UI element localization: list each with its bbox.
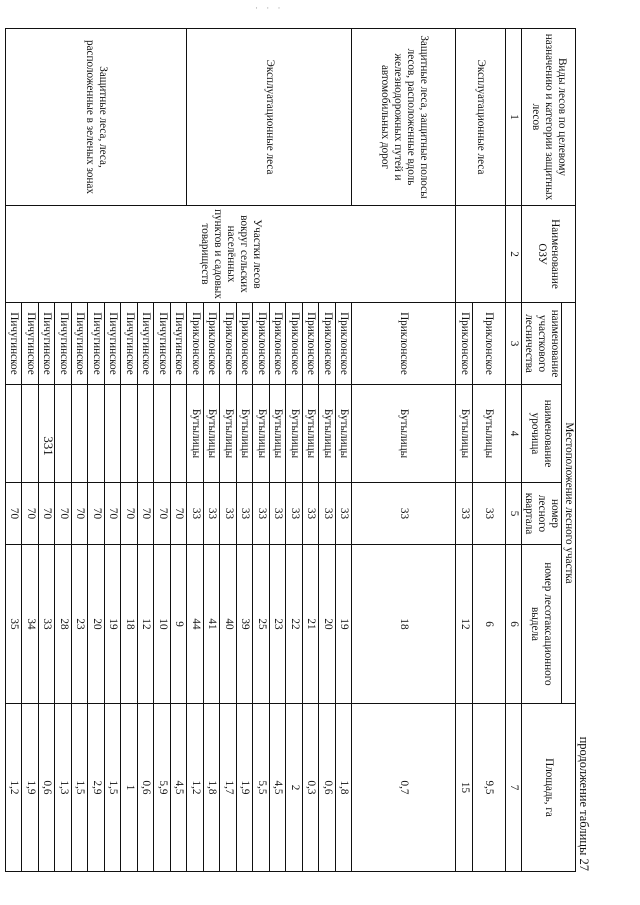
tract-cell: Бутылицы (253, 385, 270, 483)
tract-cell: Бутылицы (456, 385, 473, 483)
allotment-cell: 12 (456, 545, 473, 704)
district-cell: Приклонское (319, 303, 336, 385)
area-cell: 1,2 (6, 704, 23, 872)
allotment-cell: 41 (204, 545, 221, 704)
district-cell: Пичугинское (72, 303, 89, 385)
quarter-cell: 33 (352, 483, 456, 545)
area-cell: 15 (456, 704, 473, 872)
district-cell: Приклонское (187, 303, 204, 385)
allotment-cell: 28 (55, 545, 72, 704)
category-cell: Эксплуатационные леса (187, 29, 352, 206)
district-cell: Пичугинское (105, 303, 122, 385)
quarter-cell: 33 (319, 483, 336, 545)
table-body (6, 29, 506, 872)
area-cell: 1,8 (336, 704, 353, 872)
header-ozu: Наименование ОЗУ (522, 206, 576, 303)
column-number: 2 (506, 206, 522, 303)
quarter-cell: 33 (456, 483, 473, 545)
district-cell: Пичугинское (39, 303, 56, 385)
quarter-cell: 33 (253, 483, 270, 545)
area-cell: 0,6 (39, 704, 56, 872)
allotment-cell: 25 (253, 545, 270, 704)
area-cell: 4,5 (270, 704, 287, 872)
column-number: 6 (506, 545, 522, 704)
district-cell: Пичугинское (154, 303, 171, 385)
quarter-cell: 70 (105, 483, 122, 545)
district-cell: Приклонское (286, 303, 303, 385)
tract-cell: Бутылицы (220, 385, 237, 483)
quarter-cell: 33 (303, 483, 320, 545)
allotment-cell: 18 (352, 545, 456, 704)
allotment-cell: 34 (22, 545, 39, 704)
allotment-cell: 39 (237, 545, 254, 704)
district-cell: Пичугинское (121, 303, 138, 385)
area-cell: 4,5 (171, 704, 188, 872)
ozu-cell-empty (456, 206, 506, 303)
area-cell: 5,9 (154, 704, 171, 872)
district-cell: Приклонское (237, 303, 254, 385)
allotment-cell: 19 (336, 545, 353, 704)
quarter-cell: 33 (336, 483, 353, 545)
allotment-cell: 23 (72, 545, 89, 704)
page-number: 331 (41, 436, 56, 456)
category-cell: Эксплуатационные леса (456, 29, 506, 206)
quarter-cell: 70 (121, 483, 138, 545)
allotment-cell: 33 (39, 545, 56, 704)
area-cell: 1 (121, 704, 138, 872)
table-row (473, 29, 506, 872)
header-area: Площадь, га (522, 704, 576, 872)
tract-cell: Бутылицы (352, 385, 456, 483)
forest-table (5, 28, 576, 872)
column-number: 4 (506, 385, 522, 483)
table-caption: продолжение таблицы 27 (577, 736, 591, 871)
area-cell: 0,7 (352, 704, 456, 872)
column-number: 7 (506, 704, 522, 872)
column-number: 3 (506, 303, 522, 385)
quarter-cell: 70 (88, 483, 105, 545)
district-cell: Приклонское (253, 303, 270, 385)
scan-mark: · · · (255, 3, 284, 13)
quarter-cell: 33 (270, 483, 287, 545)
quarter-cell: 33 (187, 483, 204, 545)
allotment-cell: 19 (105, 545, 122, 704)
area-cell: 1,5 (105, 704, 122, 872)
tract-cell: Бутылицы (319, 385, 336, 483)
quarter-cell: 33 (237, 483, 254, 545)
district-cell: Пичугинское (171, 303, 188, 385)
district-cell: Пичугинское (6, 303, 23, 385)
area-cell: 0,6 (138, 704, 155, 872)
tract-cell (154, 385, 171, 483)
allotment-cell: 20 (319, 545, 336, 704)
district-cell: Приклонское (303, 303, 320, 385)
tract-cell (121, 385, 138, 483)
district-cell: Приклонское (456, 303, 473, 385)
district-cell: Пичугинское (88, 303, 105, 385)
tract-cell (105, 385, 122, 483)
allotment-cell: 40 (220, 545, 237, 704)
tract-cell (6, 385, 23, 483)
tract-cell: Бутылицы (473, 385, 506, 483)
tract-cell: Бутылицы (336, 385, 353, 483)
district-cell: Приклонское (352, 303, 456, 385)
area-cell: 1,9 (237, 704, 254, 872)
allotment-cell: 22 (286, 545, 303, 704)
header-forest-type: Виды лесов по целевому назначению и категории защитных лесов (522, 29, 576, 206)
tract-cell (55, 385, 72, 483)
allotment-cell: 44 (187, 545, 204, 704)
header-location-group: Местоположение лесного участка (562, 303, 576, 704)
tract-cell: Бутылицы (237, 385, 254, 483)
allotment-cell: 21 (303, 545, 320, 704)
area-cell: 5,5 (253, 704, 270, 872)
quarter-cell: 70 (154, 483, 171, 545)
allotment-cell: 12 (138, 545, 155, 704)
quarter-cell: 70 (72, 483, 89, 545)
ozu-cell: Участки лесов вокруг сельских населённых пунктов и садовых товариществ (6, 206, 457, 303)
area-cell: 2,9 (88, 704, 105, 872)
quarter-cell: 70 (22, 483, 39, 545)
area-cell: 2 (286, 704, 303, 872)
allotment-cell: 23 (270, 545, 287, 704)
area-cell: 1,8 (204, 704, 221, 872)
allotment-cell: 9 (171, 545, 188, 704)
tract-cell: Бутылицы (187, 385, 204, 483)
tract-cell: Бутылицы (204, 385, 221, 483)
quarter-cell: 33 (204, 483, 221, 545)
header-district: наименование участкового лесничества (522, 303, 562, 385)
tract-cell (22, 385, 39, 483)
allotment-cell: 6 (473, 545, 506, 704)
quarter-cell: 70 (171, 483, 188, 545)
area-cell: 1,5 (72, 704, 89, 872)
tract-cell (171, 385, 188, 483)
allotment-cell: 35 (6, 545, 23, 704)
area-cell: 0,3 (303, 704, 320, 872)
area-cell: 1,7 (220, 704, 237, 872)
tract-cell: Бутылицы (303, 385, 320, 483)
district-cell: Пичугинское (55, 303, 72, 385)
area-cell: 0,6 (319, 704, 336, 872)
allotment-cell: 10 (154, 545, 171, 704)
district-cell: Пичугинское (138, 303, 155, 385)
tract-cell (138, 385, 155, 483)
district-cell: Приклонское (220, 303, 237, 385)
district-cell: Приклонское (204, 303, 221, 385)
category-cell: Защитные леса, леса, расположенные в зеленых зонах (6, 29, 188, 206)
area-cell: 1,2 (187, 704, 204, 872)
district-cell: Приклонское (270, 303, 287, 385)
area-cell: 9,5 (473, 704, 506, 872)
tract-cell: Бутылицы (270, 385, 287, 483)
tract-cell: Бутылицы (286, 385, 303, 483)
quarter-cell: 70 (55, 483, 72, 545)
quarter-cell: 70 (6, 483, 23, 545)
table-row (352, 29, 456, 872)
tract-cell (72, 385, 89, 483)
district-cell: Приклонское (336, 303, 353, 385)
area-cell: 1,3 (55, 704, 72, 872)
quarter-cell: 33 (473, 483, 506, 545)
column-number: 1 (506, 29, 522, 206)
tract-cell (39, 385, 56, 483)
quarter-cell: 33 (220, 483, 237, 545)
column-number-row (506, 29, 522, 872)
allotment-cell: 18 (121, 545, 138, 704)
rotated-page-content (8, 28, 592, 871)
allotment-cell: 20 (88, 545, 105, 704)
header-allotment: номер лесотаксационного выдела (522, 545, 562, 704)
table-row (336, 29, 353, 872)
header-tract: наименование урочища (522, 385, 562, 483)
quarter-cell: 33 (286, 483, 303, 545)
district-cell: Приклонское (473, 303, 506, 385)
column-number: 5 (506, 483, 522, 545)
area-cell: 1,9 (22, 704, 39, 872)
quarter-cell: 70 (138, 483, 155, 545)
quarter-cell: 70 (39, 483, 56, 545)
table-row (171, 29, 188, 872)
tract-cell (88, 385, 105, 483)
category-cell: Защитные леса, защитные полосы лесов, расположенные вдоль железнодорожных путей и автомобильных дорог (352, 29, 456, 206)
district-cell: Пичугинское (22, 303, 39, 385)
header-quarter: номер лесного квартала (522, 483, 562, 545)
